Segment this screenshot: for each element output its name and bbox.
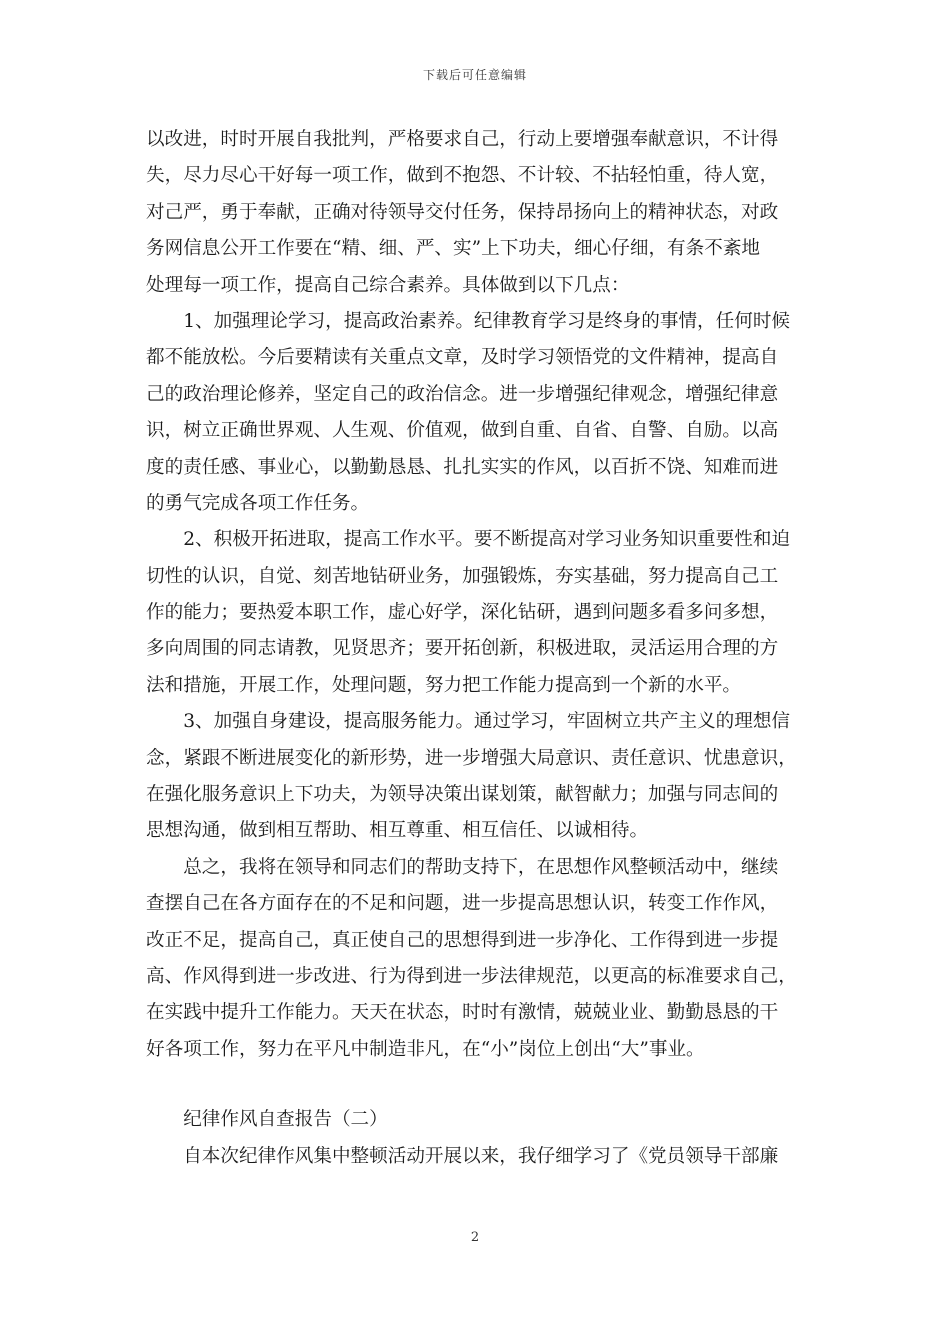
section-gap xyxy=(146,1068,810,1102)
text-line: 思想沟通，做到相互帮助、相互尊重、相互信任、以诚相待。 xyxy=(146,820,649,842)
text-line: 以改进，时时开展自我批判，严格要求自己，行动上要增强奉献意识，不计得 xyxy=(146,129,779,150)
paragraph-intro xyxy=(146,122,810,304)
page-number: 2 xyxy=(470,1230,480,1245)
text-line: 度的责任感、事业心，以勤勤恳恳、扎扎实实的作风，以百折不饶、知难而进 xyxy=(146,456,779,478)
text-line: 自本次纪律作风集中整顿活动开展以来，我仔细学习了《党员领导干部廉 xyxy=(146,1145,779,1167)
text-line: 在强化服务意识上下功夫，为领导决策出谋划策，献智献力；加强与同志间的 xyxy=(146,784,779,806)
text-line: 法和措施，开展工作，处理问题，努力把工作能力提高到一个新的水平。 xyxy=(146,674,742,696)
text-line: 高、作风得到进一步改进、行为得到进一步法律规范，以更高的标准要求自己， xyxy=(146,965,797,987)
text-line: 总之，我将在领导和同志们的帮助支持下，在思想作风整顿活动中，继续 xyxy=(146,856,779,878)
text-line: 切性的认识，自觉、刻苦地钻研业务，加强锻炼，夯实基础，努力提高自己工 xyxy=(146,565,779,587)
text-line: 的勇气完成各项工作任务。 xyxy=(146,492,370,514)
section-title: 纪律作风自查报告（二） xyxy=(146,1109,388,1131)
text-line: 作的能力；要热爱本职工作，虚心好学，深化钻研，遇到问题多看多问多想， xyxy=(146,602,779,624)
paragraph-conclusion xyxy=(146,850,810,1068)
text-line: 好各项工作，努力在平凡中制造非凡，在“小”岗位上创出“大”事业。 xyxy=(146,1038,705,1060)
text-line: 务网信息公开工作要在“精、细、严、实”上下功夫，细心仔细，有条不紊地 xyxy=(146,238,761,260)
text-line: 对己严，勇于奉献，正确对待领导交付任务，保持昂扬向上的精神状态，对政 xyxy=(146,201,779,223)
text-line: 都不能放松。今后要精读有关重点文章，及时学习领悟党的文件精神，提高自 xyxy=(146,347,779,369)
text-line: 识，树立正确世界观、人生观、价值观，做到自重、自省、自警、自励。以高 xyxy=(146,420,779,442)
text-line: 改正不足，提高自己，真正使自己的思想得到进一步净化、工作得到进一步提 xyxy=(146,929,779,951)
text-line: 己的政治理论修养，坚定自己的政治信念。进一步增强纪律观念，增强纪律意 xyxy=(146,383,779,405)
text-line: 在实践中提升工作能力。天天在状态，时时有激情，兢兢业业、勤勤恳恳的干 xyxy=(146,1002,779,1024)
paragraph-point-2 xyxy=(146,522,810,704)
text-line: 处理每一项工作，提高自己综合素养。具体做到以下几点： xyxy=(146,274,630,296)
text-line: 3、加强自身建设，提高服务能力。通过学习，牢固树立共产主义的理想信 xyxy=(146,711,791,733)
text-line: 念，紧跟不断进展变化的新形势，进一步增强大局意识、责任意识、忧患意识， xyxy=(146,747,797,769)
paragraph-report-two xyxy=(146,1102,810,1175)
text-line: 失，尽力尽心干好每一项工作，做到不抱怨、不计较、不拈轻怕重，待人宽， xyxy=(146,165,779,187)
text-line: 多向周围的同志请教，见贤思齐；要开拓创新，积极进取，灵活运用合理的方 xyxy=(146,638,779,660)
text-line: 2、积极开拓进取，提高工作水平。要不断提高对学习业务知识重要性和迫 xyxy=(146,529,791,551)
page-header: 下载后可任意编辑 xyxy=(422,68,527,82)
paragraph-point-3 xyxy=(146,704,810,850)
document-body xyxy=(146,122,810,1175)
text-line: 查摆自己在各方面存在的不足和问题，进一步提高思想认识，转变工作作风， xyxy=(146,893,779,915)
paragraph-point-1 xyxy=(146,304,810,522)
text-line: 1、加强理论学习，提高政治素养。纪律教育学习是终身的事情，任何时候 xyxy=(146,310,791,332)
